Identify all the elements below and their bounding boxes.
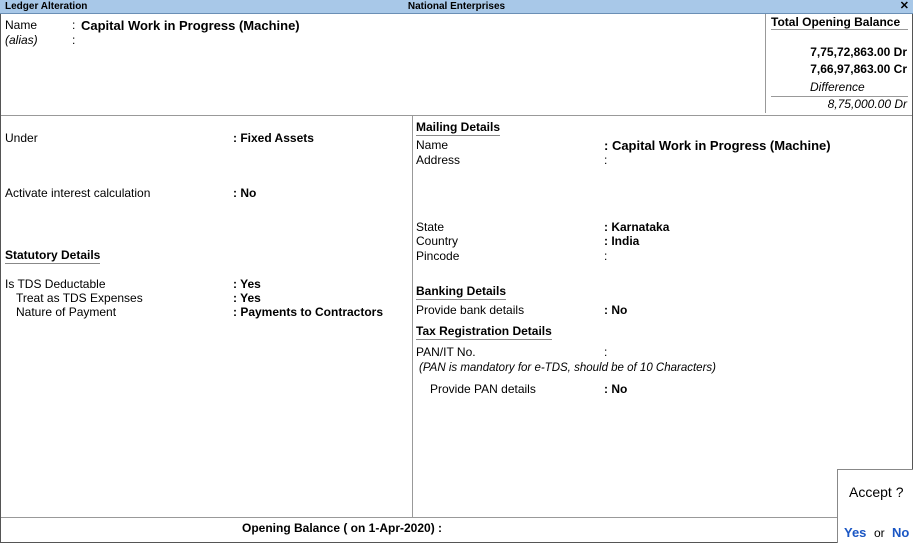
- mailing-name-label: Name: [416, 138, 449, 152]
- close-icon[interactable]: ✕: [899, 0, 909, 12]
- total-opening-balance-title: Total Opening Balance: [771, 15, 908, 30]
- pan-label: PAN/IT No.: [416, 345, 476, 359]
- total-opening-balance-panel: [765, 14, 911, 113]
- under-field[interactable]: : Fixed Assets: [233, 131, 314, 145]
- accept-or-label: or: [874, 526, 885, 540]
- mailing-name-field[interactable]: : Capital Work in Progress (Machine): [604, 138, 831, 153]
- under-label: Under: [5, 131, 38, 145]
- tds-expenses-field[interactable]: : Yes: [233, 291, 261, 305]
- nature-of-payment-label: Nature of Payment: [16, 305, 117, 319]
- total-debit: 7,75,72,863.00 Dr: [810, 45, 907, 59]
- bank-details-field[interactable]: : No: [604, 303, 628, 317]
- company-name: National Enterprises: [407, 1, 506, 12]
- bank-details-label: Provide bank details: [416, 303, 525, 317]
- address-label: Address: [416, 153, 461, 167]
- difference-label: Difference: [810, 80, 865, 94]
- difference-amount: 8,75,000.00 Dr: [827, 97, 907, 111]
- opening-balance-field[interactable]: Opening Balance ( on 1-Apr-2020) :: [242, 521, 443, 535]
- accept-dialog: [837, 469, 913, 543]
- total-credit: 7,66,97,863.00 Cr: [810, 62, 907, 76]
- state-label: State: [416, 220, 445, 234]
- pincode-label: Pincode: [416, 249, 460, 263]
- banking-details-heading: Banking Details: [416, 284, 507, 298]
- mailing-details-heading: Mailing Details: [416, 120, 501, 134]
- tds-deductable-label: Is TDS Deductable: [5, 277, 106, 291]
- tds-deductable-field[interactable]: : Yes: [233, 277, 261, 291]
- title-bar: [0, 0, 913, 14]
- country-label: Country: [416, 234, 459, 248]
- name-label: Name: [5, 18, 38, 32]
- tds-expenses-label: Treat as TDS Expenses: [16, 291, 143, 305]
- alias-label: (alias): [5, 33, 38, 47]
- pan-details-label: Provide PAN details: [430, 382, 536, 396]
- statutory-details-heading: Statutory Details: [5, 248, 101, 262]
- column-divider: [412, 116, 413, 517]
- accept-yes-button[interactable]: Yes: [844, 525, 867, 540]
- pan-details-field[interactable]: : No: [604, 382, 628, 396]
- pan-field[interactable]: :: [604, 345, 608, 359]
- tax-registration-heading: Tax Registration Details: [416, 324, 552, 338]
- screen-title: Ledger Alteration: [5, 1, 88, 12]
- pan-note: (PAN is mandatory for e-TDS, should be of 10 Characters): [419, 362, 716, 374]
- interest-calc-field[interactable]: : No: [233, 186, 257, 200]
- country-field[interactable]: : India: [604, 234, 640, 248]
- interest-calc-label: Activate interest calculation: [5, 186, 151, 200]
- accept-no-button[interactable]: No: [892, 525, 910, 540]
- ledger-name-field[interactable]: Capital Work in Progress (Machine): [81, 18, 300, 33]
- nature-of-payment-field[interactable]: : Payments to Contractors: [233, 305, 384, 319]
- alias-colon: :: [72, 33, 76, 47]
- alias-field[interactable]: [81, 33, 381, 47]
- accept-question: Accept ?: [849, 484, 904, 500]
- state-field[interactable]: : Karnataka: [604, 220, 670, 234]
- address-field[interactable]: :: [604, 153, 608, 167]
- header-divider: [1, 115, 912, 116]
- name-colon: :: [72, 18, 76, 32]
- pincode-field[interactable]: :: [604, 249, 608, 263]
- footer-divider: [1, 517, 837, 518]
